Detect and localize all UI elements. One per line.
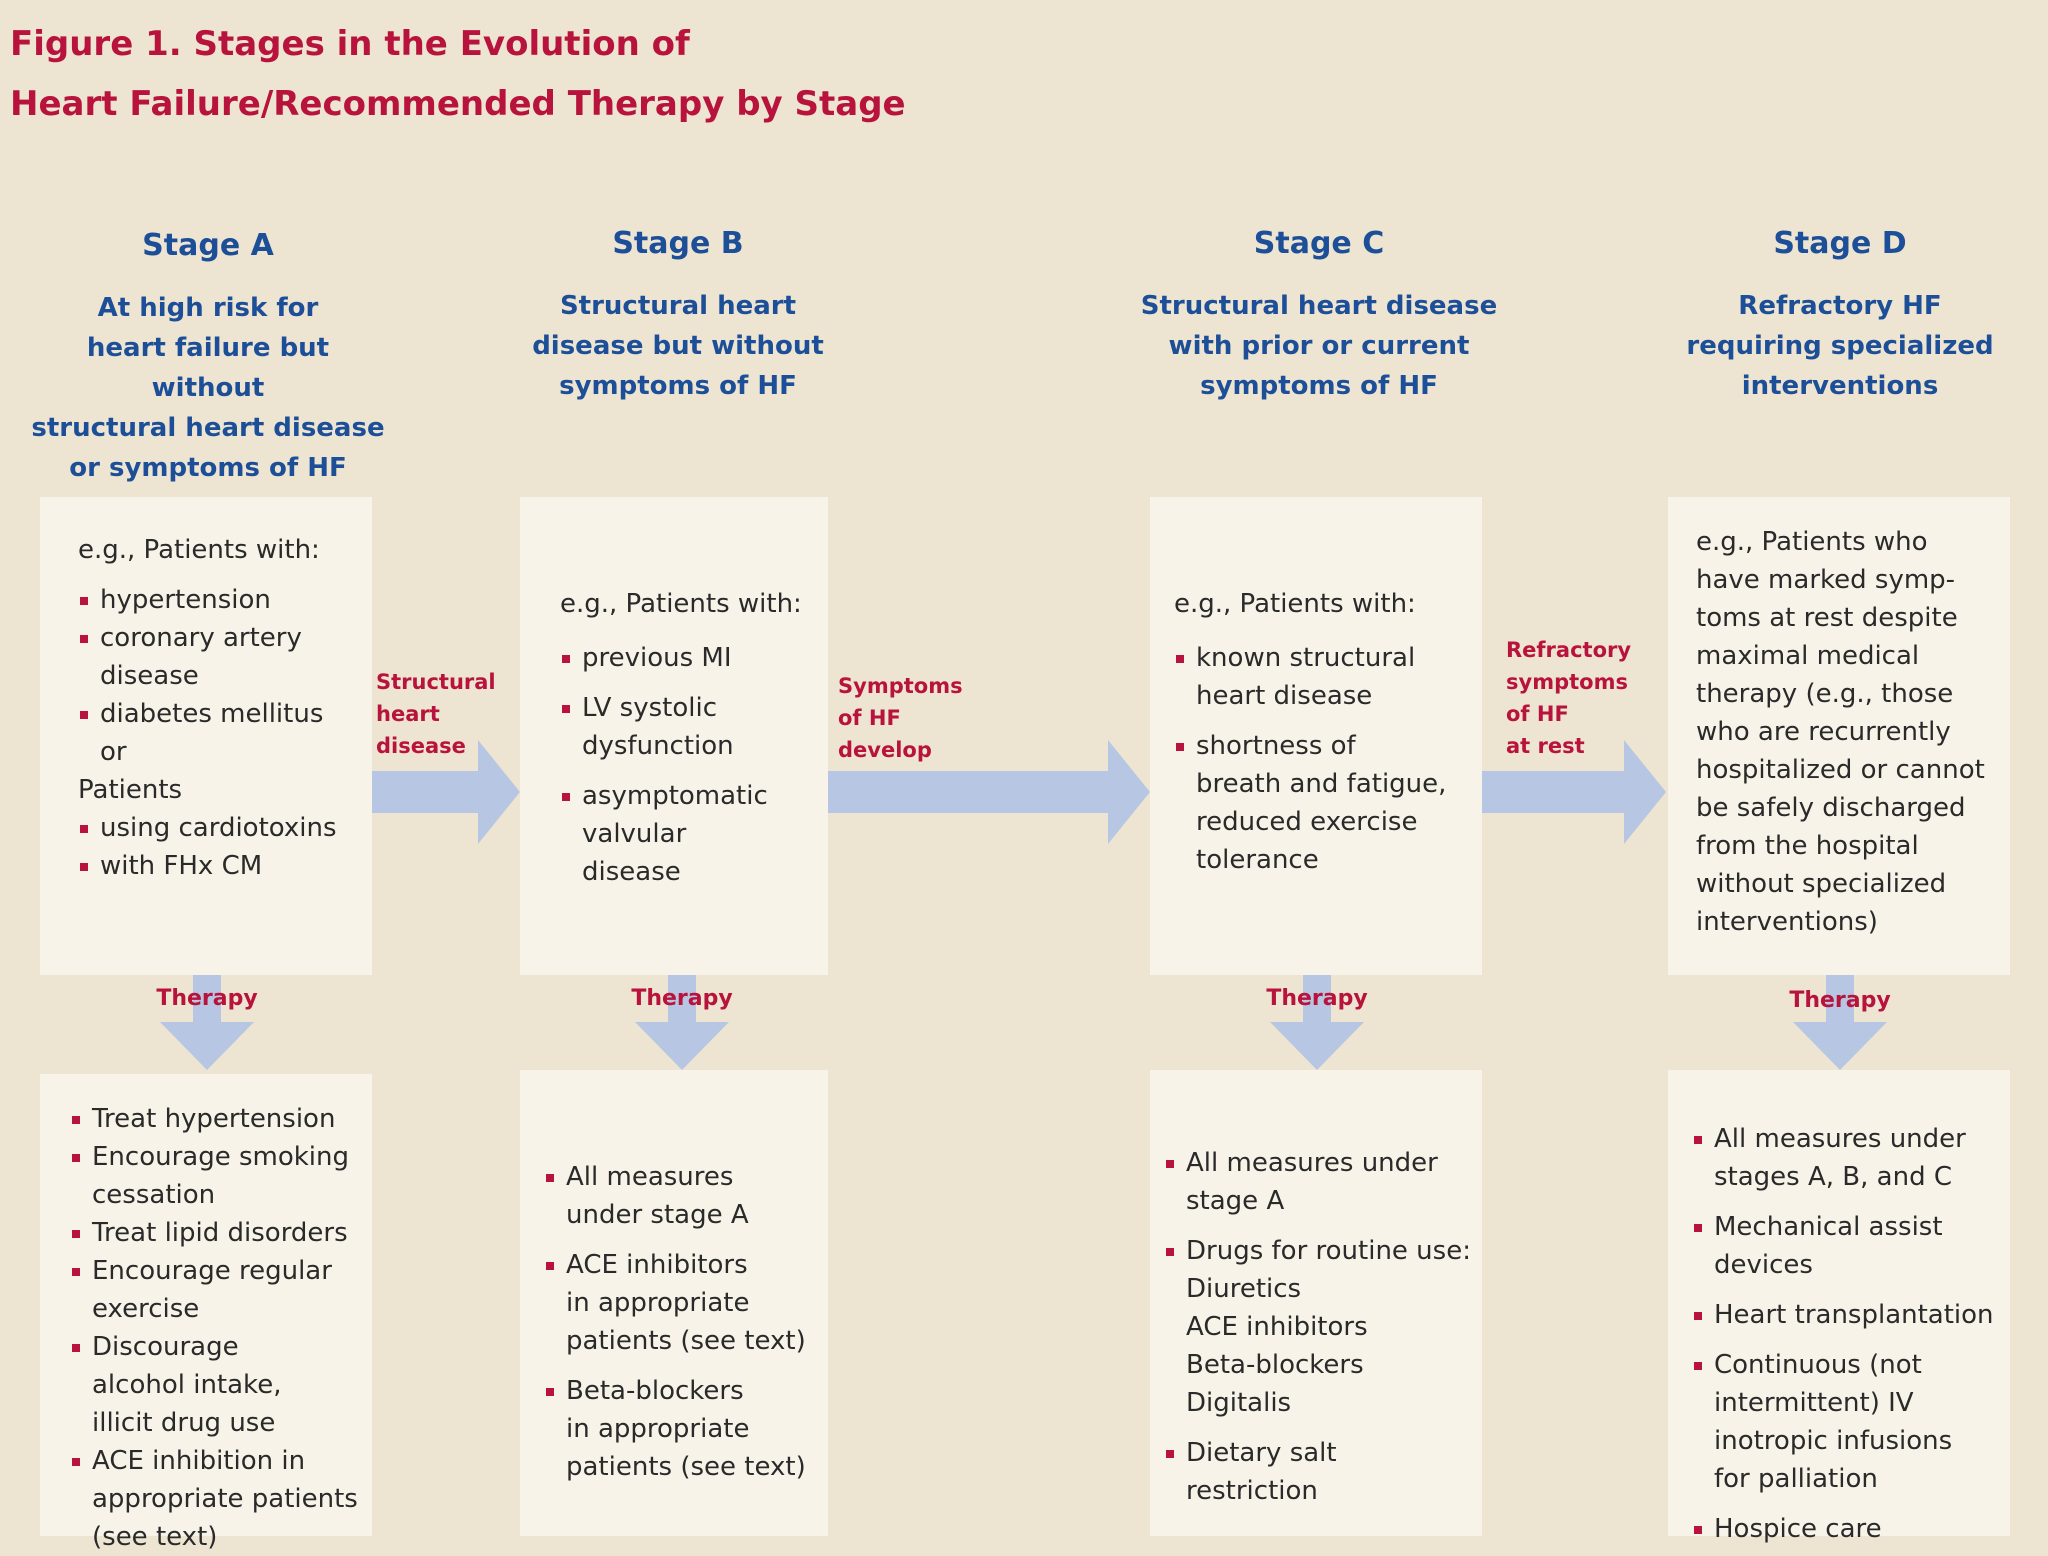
list-item-line: Discourage: [92, 1332, 239, 1362]
list-item-line: in appropriate: [566, 1288, 750, 1318]
list-item-line: disease: [582, 857, 681, 887]
list-item: [70, 1252, 366, 1328]
list-item-line: using cardiotoxins: [100, 813, 337, 843]
list-item-line: (see text): [92, 1522, 218, 1552]
list-item-line: Encourage regular: [92, 1256, 332, 1286]
list-item: [78, 847, 362, 885]
transition-line: Refractory: [1506, 638, 1632, 662]
list-item-line: All measures under: [1714, 1124, 1966, 1154]
list-item-line: stage A: [1186, 1186, 1285, 1216]
stage-a-patients-subheading: Patients: [78, 775, 183, 805]
list-item: [70, 1442, 366, 1556]
list-item-line: Digitalis: [1186, 1388, 1292, 1418]
list-item-line: stages A, B, and C: [1714, 1162, 1952, 1192]
list-item-line: ACE inhibitors: [1186, 1312, 1368, 1342]
list-item: [544, 1158, 822, 1234]
intro-line: be safely discharged: [1696, 793, 1966, 823]
stage-b-name: Stage B: [612, 226, 744, 261]
stage-a-name: Stage A: [142, 228, 274, 263]
stage-b-patients-list: [560, 639, 818, 891]
stage-b-therapy-list: [544, 1158, 822, 1486]
stage-d-therapy-list: [1692, 1120, 2004, 1548]
stage-a-heading: [28, 226, 388, 488]
stage-c-desc-line: with prior or current: [1168, 331, 1470, 361]
therapy-label-b: Therapy: [631, 986, 733, 1011]
list-item: [1692, 1120, 2004, 1196]
transition-label-c-d: [1506, 634, 1631, 762]
list-item: [1164, 1144, 1476, 1220]
list-item-line: patients (see text): [566, 1452, 806, 1482]
list-item-line: Mechanical assist: [1714, 1212, 1943, 1242]
stage-b-therapy-box: [520, 1070, 828, 1536]
stage-d-desc-line: Refractory HF: [1738, 291, 1942, 321]
list-item-line: previous MI: [582, 643, 732, 673]
stage-b-patients-intro: [560, 585, 818, 623]
stage-d-desc-line: interventions: [1741, 371, 1939, 401]
list-item-line: with FHx CM: [100, 851, 263, 881]
list-item-line: Encourage smoking: [92, 1142, 350, 1172]
stage-d-desc-line: requiring specialized: [1686, 331, 1994, 361]
list-item-line: disease: [100, 661, 199, 691]
list-item: [70, 1100, 366, 1138]
intro-line: maximal medical: [1696, 641, 1920, 671]
list-item: [78, 695, 362, 771]
list-item-line: Diuretics: [1186, 1274, 1302, 1304]
list-item: [544, 1372, 822, 1486]
stage-a-desc-line: At high risk for: [97, 293, 319, 323]
transition-line: Structural: [376, 670, 496, 694]
list-item: [70, 1328, 366, 1442]
list-item-line: intermittent) IV: [1714, 1388, 1914, 1418]
list-item-line: restriction: [1186, 1476, 1318, 1506]
list-item-line: Drugs for routine use:: [1186, 1236, 1471, 1266]
list-item: [70, 1138, 366, 1214]
list-item-line: ACE inhibition in: [92, 1446, 306, 1476]
stage-c-name: Stage C: [1253, 226, 1385, 261]
stage-d-therapy-box: [1668, 1070, 2010, 1544]
intro-line: e.g., Patients with:: [1174, 589, 1416, 619]
list-item: [560, 639, 818, 677]
list-item-line: cessation: [92, 1180, 216, 1210]
stage-b-desc-line: symptoms of HF: [559, 371, 797, 401]
stage-d-description: [1680, 286, 2000, 406]
list-item: [70, 1214, 366, 1252]
list-item: [78, 619, 362, 695]
list-item-line: tolerance: [1196, 845, 1319, 875]
list-item-line: coronary artery: [100, 623, 302, 653]
list-item-line: hypertension: [100, 585, 271, 615]
stage-c-therapy-list: [1164, 1144, 1476, 1510]
list-item: [544, 1246, 822, 1360]
stage-c-desc-line: Structural heart disease: [1140, 291, 1498, 321]
list-item-line: for palliation: [1714, 1464, 1878, 1494]
list-item-line: inotropic infusions: [1714, 1426, 1953, 1456]
list-item-line: exercise: [92, 1294, 200, 1324]
list-item: [78, 809, 362, 847]
stage-c-patients-intro: [1174, 585, 1472, 623]
list-item-line: appropriate patients: [92, 1484, 358, 1514]
list-item: [1174, 639, 1472, 715]
list-item-line: asymptomatic: [582, 781, 768, 811]
list-item: [1164, 1434, 1476, 1510]
stage-a-description: [28, 288, 388, 488]
list-item-line: Heart transplantation: [1714, 1300, 1994, 1330]
list-item-line: Dietary salt: [1186, 1438, 1337, 1468]
list-item: [1164, 1232, 1476, 1422]
list-item-line: under stage A: [566, 1200, 749, 1230]
transition-line: heart: [376, 702, 440, 726]
transition-line: of HF: [838, 706, 901, 730]
list-item: [560, 689, 818, 765]
stage-b-patients-box: [520, 497, 828, 975]
list-item-line: devices: [1714, 1250, 1813, 1280]
stage-b-description: [520, 286, 836, 406]
list-item-line: patients (see text): [566, 1326, 806, 1356]
intro-line: interventions): [1696, 907, 1878, 937]
list-item: [1692, 1346, 2004, 1498]
stage-c-heading: [1136, 224, 1502, 406]
intro-line: who are recurrently: [1696, 717, 1951, 747]
list-item-line: Treat hypertension: [92, 1104, 336, 1134]
transition-line: of HF: [1506, 702, 1569, 726]
list-item: [1692, 1510, 2004, 1548]
list-item: [1692, 1208, 2004, 1284]
stage-a-desc-line: heart failure but without: [86, 333, 330, 403]
intro-line: e.g., Patients with:: [560, 589, 802, 619]
list-item-line: heart disease: [1196, 681, 1373, 711]
list-item-line: Beta-blockers: [1186, 1350, 1364, 1380]
stage-a-therapy-list: [70, 1100, 366, 1556]
stage-b-desc-line: disease but without: [532, 331, 824, 361]
stage-c-therapy-box: [1150, 1070, 1482, 1536]
therapy-label-a: Therapy: [156, 986, 258, 1011]
transition-line: at rest: [1506, 734, 1585, 758]
transition-label-b-c: [838, 670, 963, 766]
stage-d-heading: [1680, 224, 2000, 406]
list-item-line: illicit drug use: [92, 1408, 276, 1438]
transition-line: develop: [838, 738, 932, 762]
therapy-label-c: Therapy: [1266, 986, 1368, 1011]
stage-a-patients-intro: [78, 531, 362, 569]
list-item-line: ACE inhibitors: [566, 1250, 748, 1280]
list-item-line: All measures: [566, 1162, 734, 1192]
intro-line: therapy (e.g., those: [1696, 679, 1954, 709]
figure-title-line-2: Heart Failure/Recommended Therapy by Stage: [10, 84, 906, 124]
stage-a-patients-sublist: [78, 809, 362, 885]
intro-line: from the hospital: [1696, 831, 1919, 861]
list-item-line: alcohol intake,: [92, 1370, 282, 1400]
intro-line: have marked symp-: [1696, 565, 1956, 595]
transition-line: Symptoms: [838, 674, 963, 698]
list-item-line: breath and fatigue,: [1196, 769, 1447, 799]
list-item: [78, 581, 362, 619]
therapy-label-d: Therapy: [1789, 988, 1891, 1013]
figure-title-line-1: Figure 1. Stages in the Evolution of: [10, 24, 690, 64]
stage-d-patients-box: [1668, 497, 2010, 975]
stage-b-desc-line: Structural heart: [559, 291, 797, 321]
stage-d-patients-intro: [1696, 523, 2002, 941]
stage-a-therapy-box: [40, 1074, 372, 1552]
list-item-line: Beta-blockers: [566, 1376, 744, 1406]
intro-line: hospitalized or cannot: [1696, 755, 1985, 785]
list-item-line: in appropriate: [566, 1414, 750, 1444]
list-item-line: Hospice care: [1714, 1514, 1882, 1544]
list-item-line: LV systolic: [582, 693, 718, 723]
list-item-line: reduced exercise: [1196, 807, 1418, 837]
transition-line: symptoms: [1506, 670, 1628, 694]
list-item: [1692, 1296, 2004, 1334]
stage-a-desc-line: or symptoms of HF: [69, 453, 347, 483]
transition-label-a-b: [376, 666, 496, 762]
list-item-line: Treat lipid disorders: [92, 1218, 348, 1248]
list-item-line: dysfunction: [582, 731, 734, 761]
transition-line: disease: [376, 734, 466, 758]
stage-c-patients-list: [1174, 639, 1472, 879]
intro-line: toms at rest despite: [1696, 603, 1958, 633]
list-item: [1174, 727, 1472, 879]
stage-c-patients-box: [1150, 497, 1482, 975]
list-item: [560, 777, 818, 891]
intro-line: without specialized: [1696, 869, 1947, 899]
intro-line: e.g., Patients with:: [78, 535, 320, 565]
stage-d-name: Stage D: [1773, 226, 1907, 261]
stage-a-patients-box: [40, 497, 372, 975]
list-item-line: All measures under: [1186, 1148, 1438, 1178]
list-item-line: valvular: [582, 819, 687, 849]
list-item-line: Continuous (not: [1714, 1350, 1922, 1380]
list-item-line: or: [100, 737, 127, 767]
list-item-line: known structural: [1196, 643, 1416, 673]
stage-c-desc-line: symptoms of HF: [1200, 371, 1438, 401]
intro-line: e.g., Patients who: [1696, 527, 1928, 557]
stage-a-desc-line: structural heart disease: [31, 413, 385, 443]
stage-a-patients-list: [78, 581, 362, 771]
stage-c-description: [1136, 286, 1502, 406]
stage-b-heading: [520, 224, 836, 406]
list-item-line: diabetes mellitus: [100, 699, 324, 729]
list-item-line: shortness of: [1196, 731, 1356, 761]
